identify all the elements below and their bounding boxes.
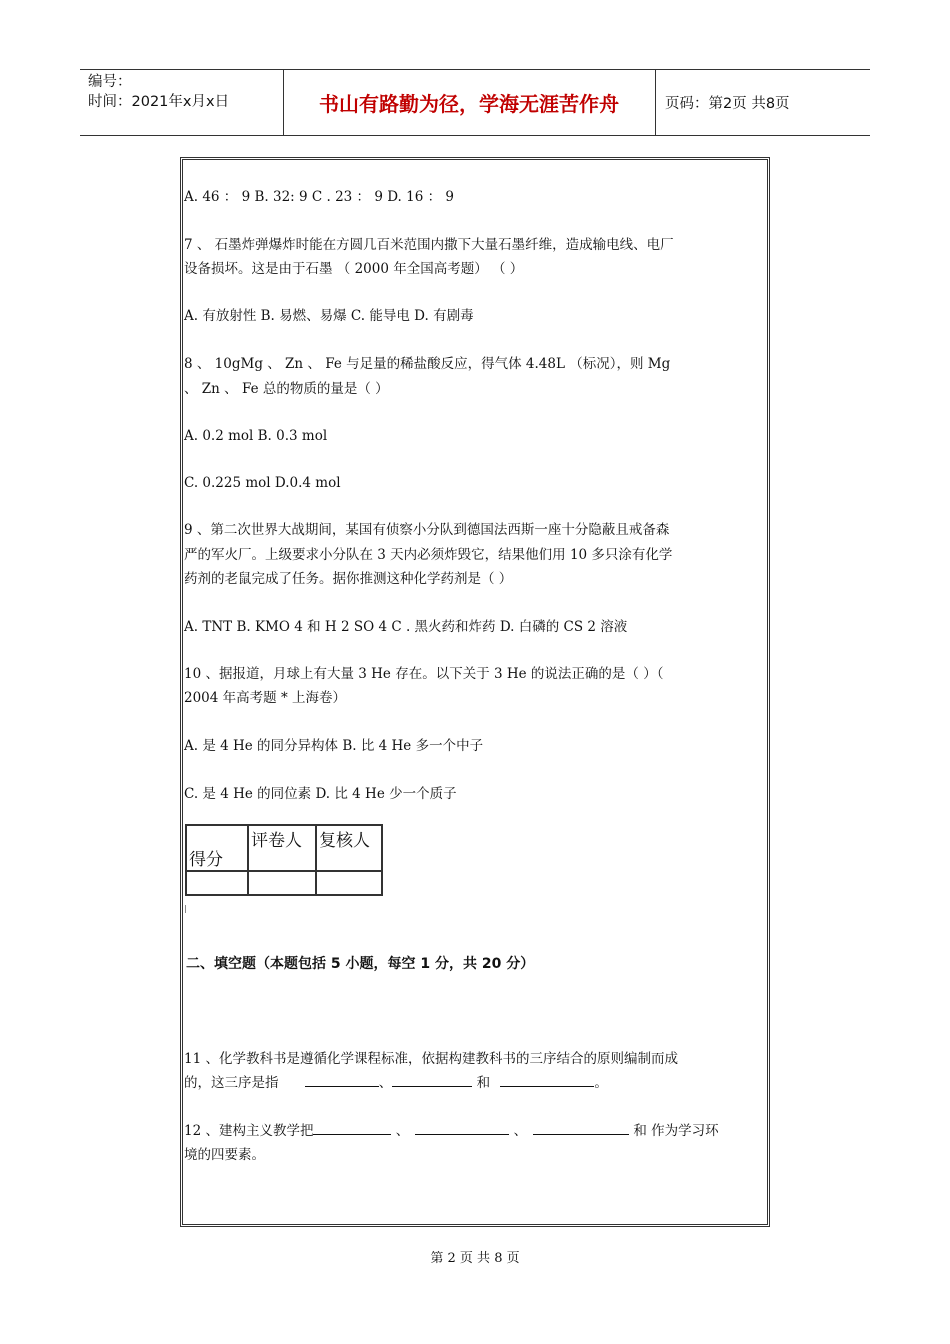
reviewer-label: 复核人 bbox=[316, 825, 382, 871]
q7-options: A. 有放射性 B. 易燃、易爆 C. 能导电 D. 有剧毒 bbox=[184, 308, 474, 324]
q11-separator: 、 bbox=[378, 1075, 393, 1091]
q10-line-1: 10 、据报道，月球上有大量 3 He 存在。以下关于 3 He 的说法正确的是（ ）（ bbox=[184, 666, 664, 682]
q12-blank-3[interactable] bbox=[533, 1120, 629, 1135]
q9-line-1: 9 、第二次世界大战期间，某国有侦察小分队到德国法西斯一座十分隐蔽且戒备森 bbox=[184, 522, 670, 538]
q8-line-2: 、 Zn 、 Fe 总的物质的量是（ ） bbox=[184, 381, 389, 397]
grader-label: 评卷人 bbox=[248, 825, 316, 871]
q11-and: 和 bbox=[472, 1075, 495, 1091]
header-bottom-rule bbox=[80, 135, 870, 136]
q12-line-2: 境的四要素。 bbox=[184, 1147, 265, 1163]
header-meta bbox=[80, 69, 283, 135]
q11-blank-1[interactable] bbox=[305, 1072, 379, 1087]
q12-blank-2[interactable] bbox=[415, 1120, 509, 1135]
serial-label: 编号： bbox=[88, 74, 132, 90]
reviewer-cell[interactable] bbox=[316, 871, 382, 895]
q8-options-cd: C. 0.225 mol D.0.4 mol bbox=[184, 475, 341, 491]
q11-end: 。 bbox=[594, 1075, 608, 1091]
q8-line-1: 8 、 10gMg 、 Zn 、 Fe 与足量的稀盐酸反应，得气体 4.48L （标况），则 Mg bbox=[184, 356, 671, 372]
q9-options: A. TNT B. KMO 4 和 H 2 SO 4 C . 黑火药和炸药 D. 白磷的 CS 2 溶液 bbox=[184, 619, 628, 635]
q11-blank-3[interactable] bbox=[500, 1072, 594, 1087]
q6-options: A. 46 ： 9 B. 32: 9 C . 23 ： 9 D. 16 ： 9 bbox=[184, 189, 454, 205]
q11-prefix: 的，这三序是指 bbox=[184, 1075, 283, 1091]
q8-options-ab: A. 0.2 mol B. 0.3 mol bbox=[184, 428, 328, 444]
time-label: 时间：2021年x月x日 bbox=[88, 94, 230, 110]
page-footer: 第 2 页 共 8 页 bbox=[430, 1251, 520, 1266]
grader-cell[interactable] bbox=[248, 871, 316, 895]
q9-line-3: 药剂的老鼠完成了任务。据你推测这种化学药剂是（ ） bbox=[184, 571, 513, 587]
q7-line-2: 设备损坏。这是由于石墨 （ 2000 年全国高考题） （ ） bbox=[184, 261, 524, 277]
q10-line-2: 2004 年高考题 * 上海卷） bbox=[184, 690, 346, 706]
score-table bbox=[185, 824, 383, 896]
score-table-header-row bbox=[186, 825, 382, 871]
q10-options-ab: A. 是 4 He 的同分异构体 B. 比 4 He 多一个中子 bbox=[184, 738, 484, 754]
score-cell[interactable] bbox=[186, 871, 248, 895]
score-label: 得分 bbox=[186, 825, 248, 871]
q10-options-cd: C. 是 4 He 的同位素 D. 比 4 He 少一个质子 bbox=[184, 786, 457, 802]
q11-line-2 bbox=[184, 1071, 766, 1095]
section2-title: 二、填空题（本题包括 5 小题，每空 1 分，共 20 分） bbox=[186, 956, 535, 972]
q11-line-1: 11 、化学教科书是遵循化学课程标准，依据构建教科书的三序结合的原则编制而成 bbox=[184, 1051, 678, 1067]
margin-mark bbox=[185, 905, 187, 913]
header-page-info: 页码：第2页 共8页 bbox=[665, 95, 790, 112]
q12-separator-2: 、 bbox=[509, 1123, 528, 1139]
score-table-input-row bbox=[186, 871, 382, 895]
header-motto: 书山有路勤为径，学海无涯苦作舟 bbox=[319, 91, 619, 116]
q12-prefix: 12 、建构主义教学把 bbox=[184, 1123, 314, 1139]
q7-line-1: 7 、 石墨炸弹爆炸时能在方圆几百米范围内撒下大量石墨纤维，造成输电线、电厂 bbox=[184, 237, 674, 253]
q11-blank-2[interactable] bbox=[392, 1072, 472, 1087]
q12-line-1 bbox=[184, 1119, 766, 1143]
q9-line-2: 严的军火厂。上级要求小分队在 3 天内必须炸毁它，结果他们用 10 多只涂有化学 bbox=[184, 547, 673, 563]
q12-suffix: 和 作为学习环 bbox=[629, 1123, 719, 1139]
q12-blank-1[interactable] bbox=[313, 1120, 391, 1135]
q12-separator-1: 、 bbox=[391, 1123, 410, 1139]
